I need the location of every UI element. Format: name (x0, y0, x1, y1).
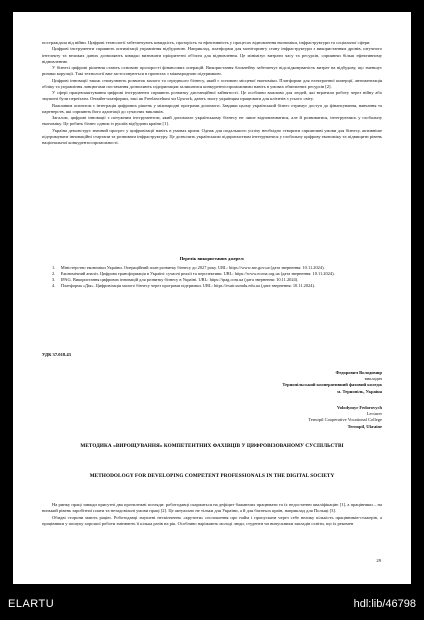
author-en-position: Lecturer (366, 411, 382, 417)
reference-item: 1. Міністерство економіки України. Операційний план розвитку бізнесу до 2027 року. URL: https://www.me.gov.ua (дата звернення: 10.11.2024). (52, 265, 325, 270)
paragraph: На ринку праці завжди присутні два протилежні погляди: роботодавці скаржаться на дефіцит бажаючих працювати та їх недостатню кваліфікацію [1], а працівники – на низький рівень заробітної плати та незадовільні умови праці [2]. Це актуально не тільки для України, а й для багатьох країн, наприклад для Польщі [3]. (42, 502, 382, 514)
page-number: 29 (376, 558, 381, 563)
paragraph: Цифрові інструменти сприяють оптимізації управління відбудовою. Наприклад, платформи для моніторингу стану інфраструктури з використанням дронів, штучного інтелекту та великих даних дозволяють швидко визначати пріоритетні об'єкти для відновлення. Це мінімізує витрати часу та ресурсів, сприяючи більш ефективному відновленню. (42, 46, 382, 64)
paragraph: Цифрові інновації також стимулюють розвиток малого та середнього бізнесу, який є основою місцевої економіки. Платформи для електронної комерції, автоматизація обліку та управління ланцюгами постачання дозволяють підприємцям залишатися конкурентоспроможними навіть в умовах обмежених ресурсів [2]. (42, 77, 382, 89)
author-ua-institution: Тернопільський кооперативний фаховий коледж (282, 382, 382, 388)
paragraph: постраждала від війни. Цифрові технології забезпечують швидкість, прозорість та ефективність у процесах відновлення економіки, інфраструктури та соціальної сфери. (42, 40, 371, 45)
udk-code: УДК 37.018.43 (42, 352, 71, 357)
repository-name: ELARTU (8, 598, 55, 610)
references-list (42, 265, 382, 289)
reference-item: 4. Платформа «Дія». Цифровізація малого бізнесу через програми підтримки. URL: https://esuir.sumdu.edu.ua (дата звернення: 10.11.2024). (52, 283, 315, 289)
paragraph: У сфері працевлаштування цифрові інструменти сприяють розвитку дистанційної зайнятості. Це особливо важливо для людей, які втратили роботу через війну або змушені були переїхати. Онлайн-платформи, такі як Freelancehunt чи Upwork, дають змогу українцям працювати для клієнтів з усього світу. (42, 90, 382, 102)
body-text (13, 40, 411, 146)
document-page (13, 12, 411, 584)
article-title-en: METHODOLOGY FOR DEVELOPING COMPETENT PROFESSIONALS IN THE DIGITAL SOCIETY (89, 473, 335, 479)
author-en-block (182, 405, 382, 430)
author-ua-position: викладач (364, 376, 382, 382)
paragraph: Загалом, цифрові інновації є потужним інструментом, який допомагає українському бізнесу не лише відновлюватися, але й розвиватися, інтегруючись у глобальну економіку. Це робить бізнес одним із рушіїв відбудови країни [1]. (42, 115, 382, 127)
paragraph: Обидві сторони мають рацію. Роботодавці змушені нескінченно «крутити» оголошення про найм і пропускати через себе велику кількість працівників-стажерів, а працівники у пошуку хорошої роботи змінюють її кілька разів на рік. Особливо наріжають молоді люди, студенти чи випускники закладів освіти, що їх рекомен (42, 514, 382, 526)
author-ua-block (182, 370, 382, 395)
reference-item: 2. Економічний аналіз. Цифрова трансформація в Україні: сучасні реалії та перспективи. URL: https://www.econa.org.ua (дата звернення: 10.11.2024). (52, 271, 335, 277)
references-title: Перелік використаних джерел: (179, 256, 245, 261)
author-ua-name: Федорович Володимир (335, 370, 382, 375)
paragraph: Важливим аспектом є інтеграція цифрових рішень у міжнародні програми допомоги. Завдяки цьому український бізнес отримує доступ до фінансування, навчання та партнерств, які сприяють його адаптації до сучасних викликів. (42, 102, 382, 114)
author-en-name: Volodymyr Fedorovych (336, 405, 382, 410)
paragraph: У бізнесі цифрові рішення стають основою прозорості фінансових операцій. Використання блокчейну забезпечує відслідковуваність витрат на відбудову, що зменшує ризики корупції. Такі технології вже застосовуються в проектах з міжнародною підтримкою. (42, 65, 382, 77)
reference-item: 3. IPAG. Використання цифрових інновацій для розвитку бізнесу в Україні. URL: https://ipag.com.ua (дата звернення: 10.11.2024). (52, 277, 299, 283)
article-title-ua: МЕТОДИКА «ВИРОЩУВАННЯ» КОМПЕТЕНТНИХ ФАХІВЦІВ У ЦИФРОВІЗОВАНОМУ СУСПІЛЬСТВІ (80, 443, 344, 449)
handle-id: hdl:lib/46798 (353, 598, 416, 610)
intro-text (13, 502, 411, 527)
author-en-city: Ternopil, Ukraine (347, 423, 382, 429)
author-ua-city: м. Тернопіль, Україна (337, 388, 382, 394)
author-en-institution: Ternopil Cooperative Vocational College (308, 417, 382, 423)
paragraph: Україна демонструє значний прогрес у цифровізації навіть в умовах кризи. Однак для подальшого успіху необхідно створити сприятливі умови для бізнесу, активніше підтримувати інноваційні стартапи та розвивати інфраструктуру. Це дозволить українським підприємствам інтегруватися у глобальну цифрову економіку та підвищити рівень національної конкурентоспроможності. (42, 127, 382, 145)
